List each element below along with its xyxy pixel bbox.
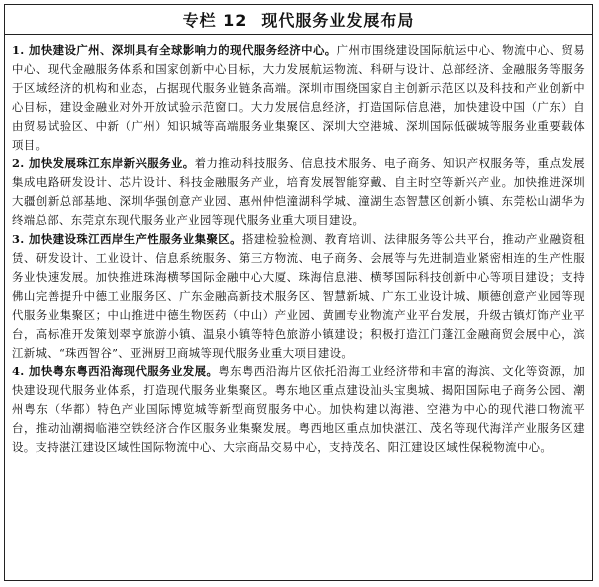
item-2 (12, 154, 585, 230)
column-title-bar (5, 5, 592, 35)
item-1-heading: 1. 加快建设广州、深圳具有全球影响力的现代服务经济中心。 (12, 43, 337, 57)
item-4-heading: 4. 加快粤东粤西沿海现代服务业发展。 (12, 364, 219, 379)
item-4-body: 粤东粤西沿海片区依托沿海工业经济带和丰富的海滨、文化等资源，加快建设现代服务业体系，打造现代服务业集聚区。粤东地区重点建设汕头宝奥城、揭阳国际电子商务公园、潮州粤东（华都）特色产业国际博览城等新型商贸服务中心。加快构建以海港、空港为中心的现代港口物流平台，推动汕潮揭临港空铁经济合作区服务业集聚发展。粤西地区重点加快湛江、茂名等现代海洋产业服务区建设。支持湛江建设区域性国际物流中心、大宗商品交易中心，支持茂名、阳江建设区域性保税物流中心。 (12, 364, 585, 455)
item-3-body: 搭建检验检测、教育培训、法律服务等公共平台，推动产业融资租赁、研发设计、工业设计、信息系统服务、第三方物流、电子商务、会展等与先进制造业紧密相连的生产性服务业快速发展。加快推进珠海横琴国际金融中心大厦、珠海信息港、横琴国际科技创新中心等项目建设；支持佛山完善提升中德工业服务区、广东金融高新技术服务区、智慧新城、广东工业设计城、顺德创意产业园等现代服务业集聚区；中山推进中德生物医药（中山）产业园、黄圃专业物流产业平台发展，升级古镇灯饰产业平台，高标准开发策划翠亨旅游小镇、温泉小镇等特色旅游小镇建设；积极打造江门蓬江金融商贸会展中心，滨江新城、“珠西智谷”、亚洲厨卫商城等现代服务业重大项目建设。 (12, 232, 585, 360)
item-3 (12, 230, 585, 362)
column-label: 专栏 12 (182, 11, 248, 30)
item-4 (12, 362, 585, 457)
column-box (4, 4, 593, 581)
column-content (5, 35, 592, 457)
item-3-heading: 3. 加快建设珠江西岸生产性服务业集聚区。 (12, 232, 242, 247)
item-1-body: 广州市围绕建设国际航运中心、物流中心、贸易中心、现代金融服务体系和国家创新中心目标，大力发展航运物流、科研与设计、总部经济、金融服务等服务于区域经济的机构和业态，占据现代服务业链条高端。深圳市围绕国家自主创新示范区以及科技和产业创新中心目标，建设金融业对外开放试验示范窗口。大力发展信息经济，打造国际信息港，加快建设中国（广东）自由贸易试验区、中新（广州）知识城等高端服务业集聚区、深圳大空港城、深圳国际低碳城等服务业重要载体项目。 (12, 43, 585, 152)
item-2-heading: 2. 加快发展珠江东岸新兴服务业。 (12, 156, 195, 171)
item-1 (12, 41, 585, 154)
item-2-body: 着力推动科技服务、信息技术服务、电子商务、知识产权服务等，重点发展集成电路研发设计、芯片设计、科技金融服务产业，培育发展智能穿戴、自主时空等新兴产业。加快推进深圳大疆创新总部基地、深圳华强创意产业园、惠州仲恺潼湖科学城、潼湖生态智慧区创新小镇、东莞松山湖华为终端总部、东莞京东现代服务业产业园等现代服务业重大项目建设。 (12, 156, 585, 228)
column-title: 现代服务业发展布局 (261, 11, 415, 30)
